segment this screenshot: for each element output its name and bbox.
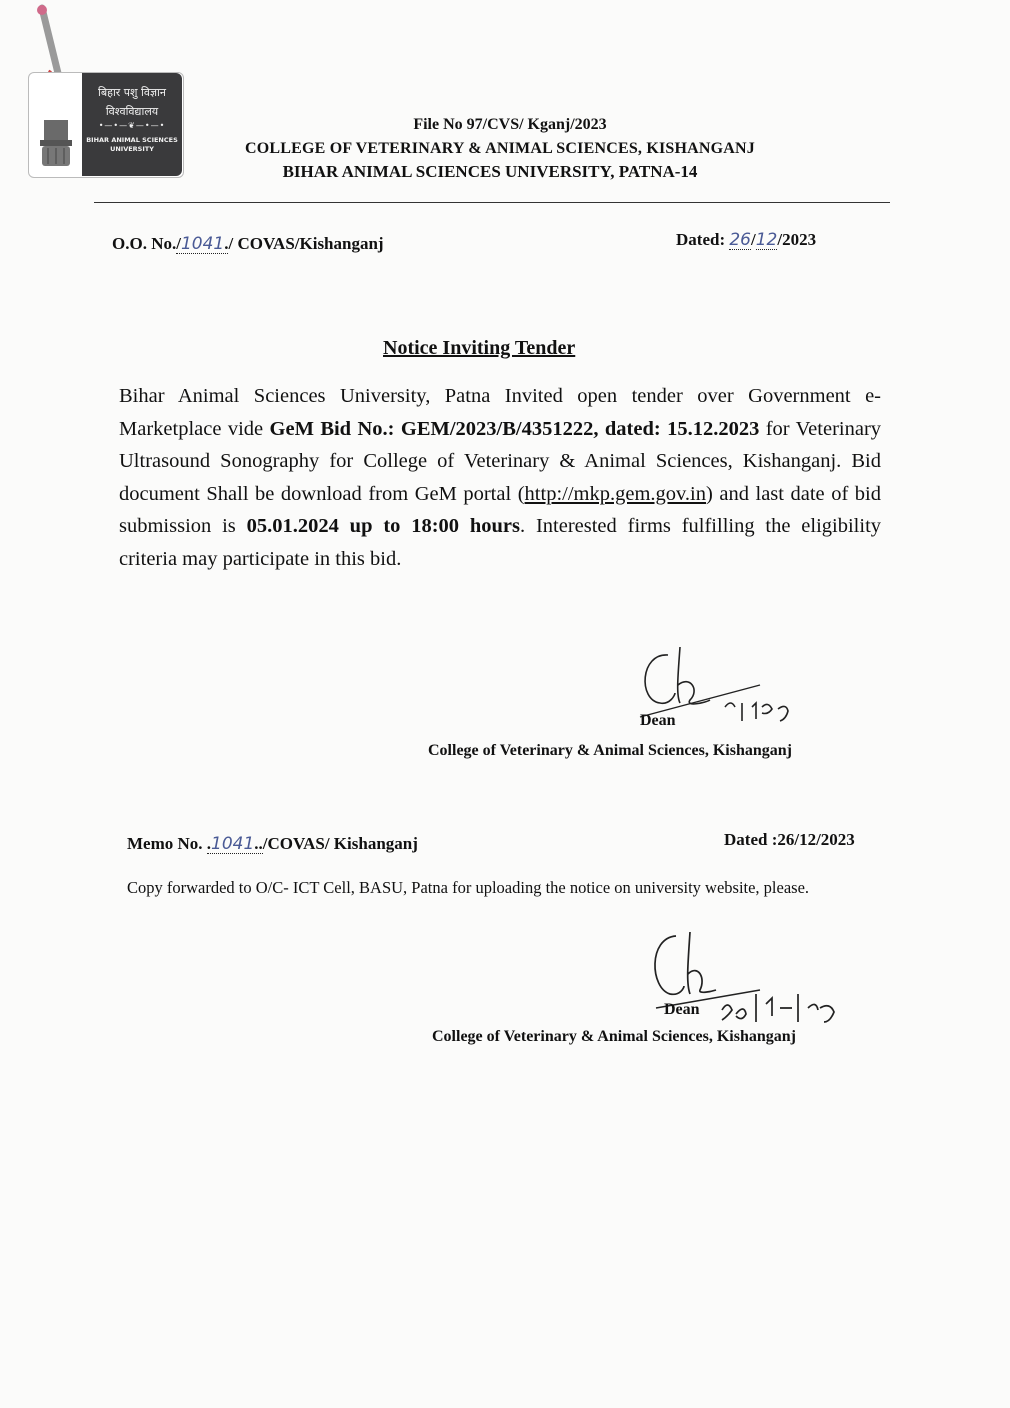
- memo-prefix: Memo No.: [127, 834, 207, 853]
- logo-ornament: •—•—❦—•—•: [98, 121, 166, 130]
- logo-english-line-2: UNIVERSITY: [110, 145, 154, 153]
- copy-forwarded-text: Copy forwarded to O/C- ICT Cell, BASU, Patna for uploading the notice on university website, please.: [127, 878, 810, 897]
- notice-text-1: Bihar Animal Sciences University, Patna Invited open tender over Government e-Marketplace vide: [119, 385, 881, 440]
- submission-deadline: 05.01.2024 up to 18:00 hours: [246, 515, 521, 537]
- office-order-number-handwritten: /1041.: [176, 234, 229, 254]
- logo-hindi-line-1: बिहार पशु विज्ञान: [97, 86, 166, 99]
- logo-hindi-line-2: विश्वविद्यालय: [105, 105, 159, 118]
- logo-text-panel: [82, 73, 182, 176]
- date-day-handwritten: 26: [729, 230, 751, 250]
- signature-2-designation: Dean: [664, 1001, 700, 1018]
- notice-text-4: . Interested firms fulfilling the eligibility criteria may participate in this bid.: [119, 515, 882, 570]
- dated-label: Dated:: [676, 230, 726, 249]
- gem-bid-number: GeM Bid No.: GEM/2023/B/4351222, dated: 15.12.2023: [269, 417, 760, 440]
- date-year: /2023: [777, 230, 817, 249]
- signature-1-designation: Dean: [640, 712, 676, 729]
- memo-number: [127, 834, 418, 854]
- office-order-prefix: O.O. No.: [112, 234, 177, 253]
- file-number: File No 97/CVS/ Kganj/2023: [413, 116, 607, 133]
- notice-text-2: for Veterinary Ultrasound Sonography for College of Veterinary & Animal Sciences, Kishanganj. Bid document Shall be download from GeM portal (: [119, 417, 882, 505]
- office-order-number: [112, 234, 384, 254]
- notice-title: Notice Inviting Tender: [383, 337, 576, 359]
- college-name-heading: COLLEGE OF VETERINARY & ANIMAL SCIENCES, KISHANGANJ: [244, 140, 756, 157]
- notice-text-3: ) and last date of bid submission is: [119, 482, 881, 537]
- logo-english-line-1: BIHAR ANIMAL SCIENCES: [86, 136, 178, 144]
- notice-body: [119, 380, 881, 575]
- office-order-date: Dated: 26/12/2023: [676, 230, 817, 250]
- header-divider: [94, 202, 890, 203]
- emblem-icon: [36, 110, 76, 170]
- signature-1-office: College of Veterinary & Animal Sciences, Kishanganj: [428, 742, 792, 759]
- gem-portal-link[interactable]: http://mkp.gem.gov.in: [524, 482, 707, 505]
- office-order-suffix: / COVAS/Kishanganj: [228, 234, 384, 253]
- memo-date: Dated :26/12/2023: [724, 830, 855, 849]
- signature-2-office: College of Veterinary & Animal Sciences, Kishanganj: [432, 1028, 796, 1045]
- memo-suffix: /COVAS/ Kishanganj: [262, 834, 418, 853]
- university-name-heading: BIHAR ANIMAL SCIENCES UNIVERSITY, PATNA-14: [282, 162, 698, 181]
- memo-number-handwritten: .1041..: [206, 834, 263, 854]
- date-month-handwritten: 12: [755, 230, 778, 250]
